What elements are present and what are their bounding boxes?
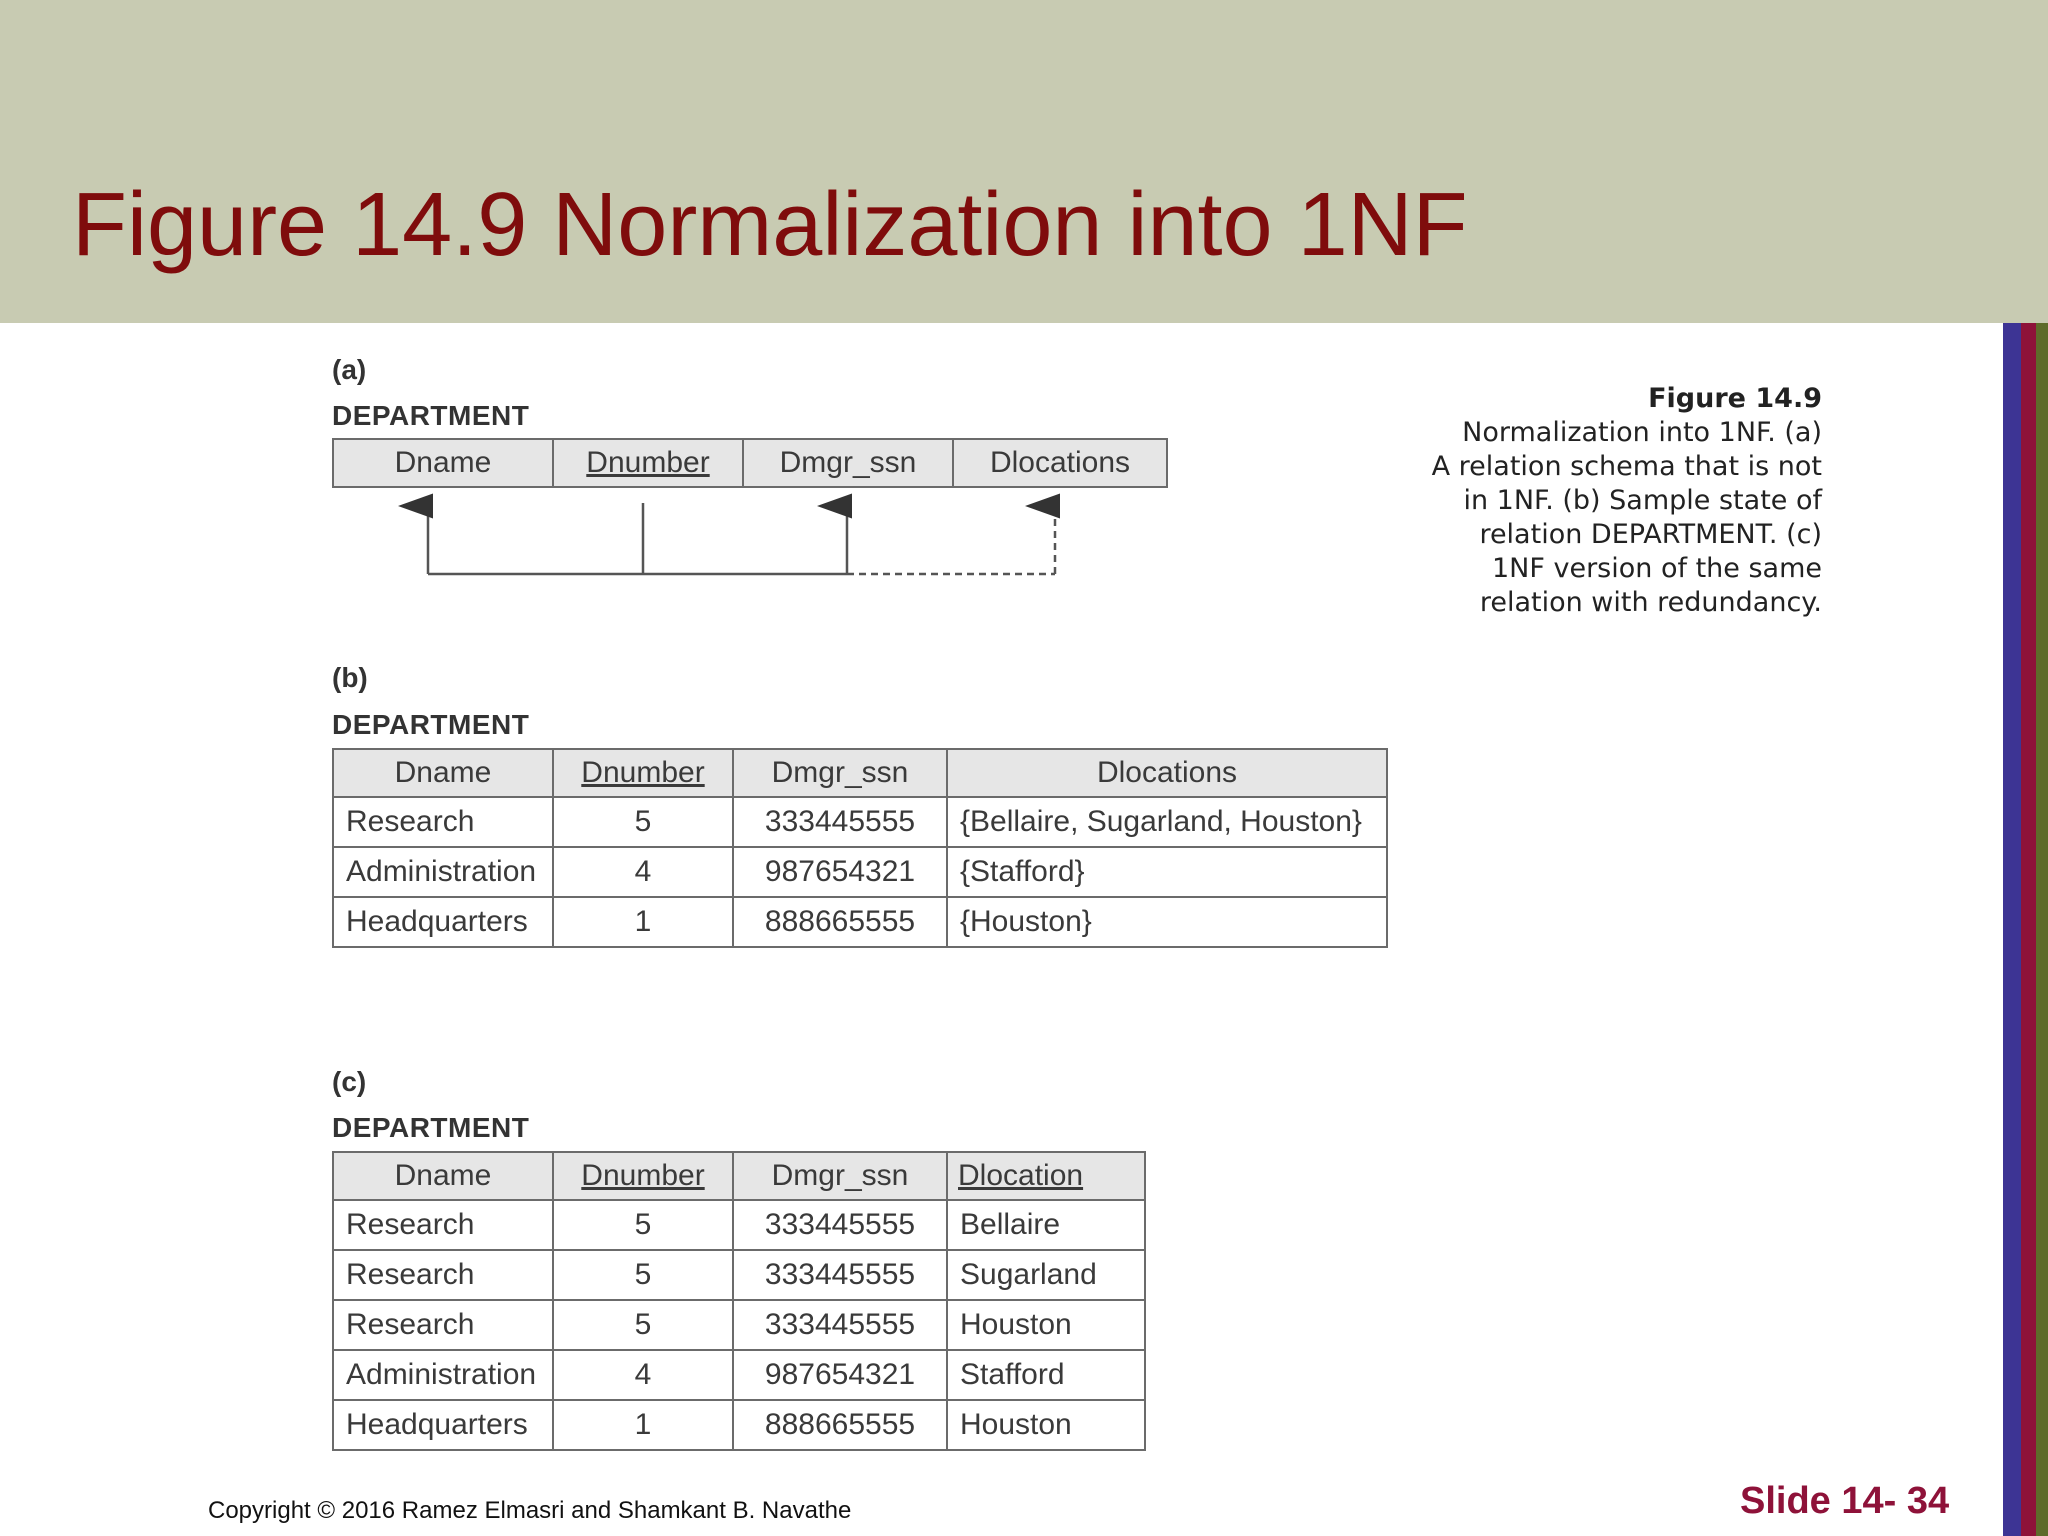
caption-line: Normalization into 1NF. (a) <box>1462 417 1822 448</box>
part-c-relation-name: DEPARTMENT <box>332 1112 530 1143</box>
part-b-label: (b) <box>332 662 368 693</box>
cell-dname: Research <box>333 1200 553 1250</box>
cell-dlocations: {Houston} <box>947 897 1387 947</box>
cell-dlocation: Houston <box>947 1400 1145 1450</box>
cell-dnumber: 4 <box>553 1350 733 1400</box>
schema-col-dmgr-ssn: Dmgr_ssn <box>743 439 953 487</box>
caption-line: A relation schema that is not <box>1431 451 1822 482</box>
part-c-label: (c) <box>332 1066 367 1097</box>
table-row <box>333 897 1387 947</box>
part-b-relation-name: DEPARTMENT <box>332 709 530 740</box>
caption-line: 1NF version of the same <box>1492 553 1822 584</box>
cell-dmgr-ssn: 333445555 <box>733 1250 947 1300</box>
cell-dmgr-ssn: 333445555 <box>733 1300 947 1350</box>
cell-dnumber: 5 <box>553 797 733 847</box>
copyright-notice: Copyright © 2016 Ramez Elmasri and Shamkant B. Navathe <box>208 1497 852 1524</box>
schema-col-dlocations: Dlocations <box>953 439 1167 487</box>
cell-dnumber: 5 <box>553 1250 733 1300</box>
col-header-dlocations: Dlocations <box>947 749 1387 797</box>
cell-dname: Research <box>333 797 553 847</box>
cell-dlocation: Bellaire <box>947 1200 1145 1250</box>
cell-dlocation: Sugarland <box>947 1250 1145 1300</box>
cell-dmgr-ssn: 888665555 <box>733 897 947 947</box>
table-row <box>333 847 1387 897</box>
col-header-dname: Dname <box>333 749 553 797</box>
table-row <box>333 1400 1145 1450</box>
cell-dname: Headquarters <box>333 897 553 947</box>
part-c-table <box>332 1151 1146 1451</box>
cell-dnumber: 1 <box>553 1400 733 1450</box>
cell-dlocations: {Bellaire, Sugarland, Houston} <box>947 797 1387 847</box>
caption-line: relation with redundancy. <box>1479 587 1822 618</box>
figure-caption <box>1380 382 1822 620</box>
cell-dlocation: Houston <box>947 1300 1145 1350</box>
cell-dname: Headquarters <box>333 1400 553 1450</box>
cell-dlocations: {Stafford} <box>947 847 1387 897</box>
schema-col-dnumber: Dnumber <box>553 439 743 487</box>
cell-dname: Administration <box>333 1350 553 1400</box>
caption-title: Figure 14.9 <box>1648 383 1822 414</box>
table-row <box>333 1350 1145 1400</box>
cell-dlocation: Stafford <box>947 1350 1145 1400</box>
caption-line: in 1NF. (b) Sample state of <box>1463 485 1822 516</box>
cell-dname: Research <box>333 1250 553 1300</box>
col-header-dnumber: Dnumber <box>553 749 733 797</box>
table-row <box>333 1250 1145 1300</box>
table-row <box>333 1200 1145 1250</box>
slide-title: Figure 14.9 Normalization into 1NF <box>72 175 1468 275</box>
schema-col-dname: Dname <box>333 439 553 487</box>
cell-dnumber: 5 <box>553 1200 733 1250</box>
caption-line: relation DEPARTMENT. (c) <box>1479 519 1822 550</box>
cell-dnumber: 5 <box>553 1300 733 1350</box>
cell-dmgr-ssn: 987654321 <box>733 1350 947 1400</box>
cell-dname: Research <box>333 1300 553 1350</box>
col-header-dmgr-ssn: Dmgr_ssn <box>733 749 947 797</box>
part-a-relation-name: DEPARTMENT <box>332 400 530 431</box>
table-row <box>333 797 1387 847</box>
cell-dmgr-ssn: 888665555 <box>733 1400 947 1450</box>
part-b-table <box>332 748 1388 948</box>
table-row <box>333 1300 1145 1350</box>
cell-dnumber: 4 <box>553 847 733 897</box>
part-a-label: (a) <box>332 354 367 385</box>
cell-dmgr-ssn: 333445555 <box>733 797 947 847</box>
col-header-dname: Dname <box>333 1152 553 1200</box>
slide-number: Slide 14- 34 <box>1740 1480 1950 1522</box>
cell-dnumber: 1 <box>553 897 733 947</box>
cell-dmgr-ssn: 987654321 <box>733 847 947 897</box>
col-header-dmgr-ssn: Dmgr_ssn <box>733 1152 947 1200</box>
cell-dmgr-ssn: 333445555 <box>733 1200 947 1250</box>
col-header-dnumber: Dnumber <box>553 1152 733 1200</box>
cell-dname: Administration <box>333 847 553 897</box>
col-header-dlocation: Dlocation <box>947 1152 1145 1200</box>
